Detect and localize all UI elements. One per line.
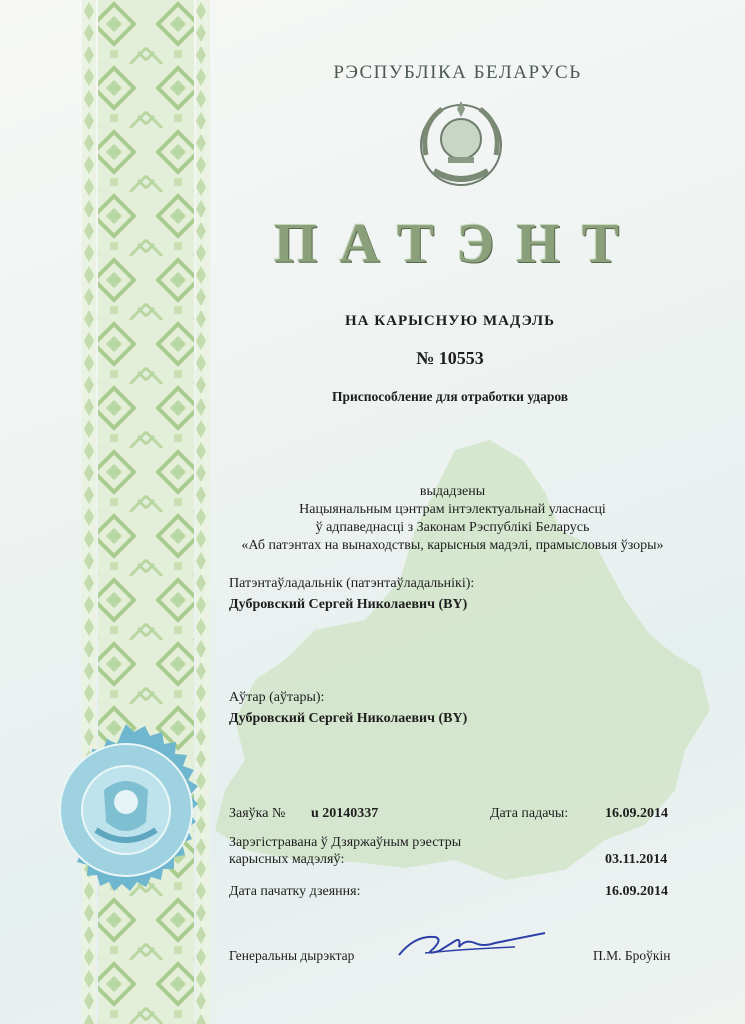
registered-date-value: 03.11.2014 xyxy=(605,852,668,867)
filing-date-value: 16.09.2014 xyxy=(605,806,668,821)
director-name: П.М. Броўкін xyxy=(593,948,671,963)
belarus-map xyxy=(205,430,725,900)
issued-line-3: ў адпаведнасці з Законам Рэспублікі Беларусь xyxy=(315,520,590,535)
invention-name: Приспособление для отработки ударов xyxy=(331,389,569,404)
registered-label-2: карысных мадэляў: xyxy=(229,852,345,867)
coat-of-arms-icon xyxy=(412,95,510,195)
issued-line-1: выдадзены xyxy=(419,484,486,499)
author-label: Аўтар (аўтары): xyxy=(229,690,325,705)
official-seal xyxy=(38,722,214,898)
patent-type: НА КАРЫСНУЮ МАДЭЛЬ xyxy=(344,313,555,329)
document-title: ПАТЭНТ xyxy=(273,213,642,275)
director-signature xyxy=(395,925,550,965)
start-date-value: 16.09.2014 xyxy=(605,884,668,899)
issued-line-4: «Аб патэнтах на вынаходствы, карысныя мадэлі, прамысловыя ўзоры» xyxy=(241,538,664,553)
patent-number: № 10553 xyxy=(416,348,484,368)
republic-heading: РЭСПУБЛIКА БЕЛАРУСЬ xyxy=(333,62,582,83)
application-number: u 20140337 xyxy=(311,806,379,821)
author-value: Дубровский Сергей Николаевич (BY) xyxy=(229,711,468,726)
holder-value: Дубровский Сергей Николаевич (BY) xyxy=(229,597,468,612)
director-label: Генеральны дырэктар xyxy=(229,948,355,963)
start-date-label: Дата пачатку дзеяння: xyxy=(229,884,361,899)
filing-date-label: Дата падачы: xyxy=(490,806,569,821)
holder-label: Патэнтаўладальнік (патэнтаўладальнікі): xyxy=(229,576,475,591)
registered-label-1: Зарэгістравана ў Дзяржаўным рэестры xyxy=(229,835,462,850)
application-label: Заяўка № xyxy=(229,806,286,821)
issued-line-2: Нацыянальным цэнтрам інтэлектуальнай уласнасці xyxy=(299,502,606,517)
